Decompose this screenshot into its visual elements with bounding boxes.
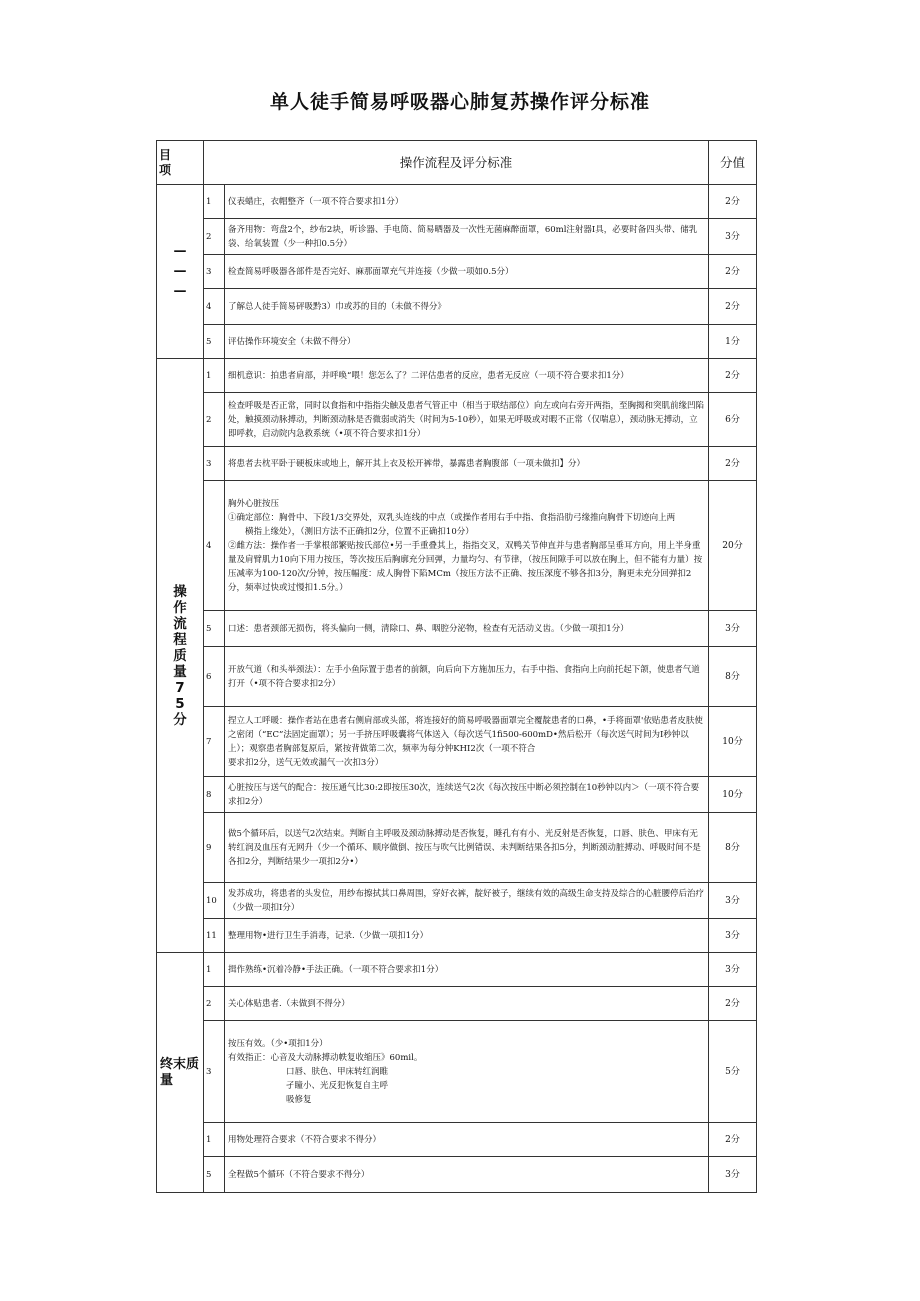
item-number: 8 (204, 777, 225, 813)
section3-row (157, 1021, 757, 1123)
item-number: 3 (204, 447, 225, 481)
item-number: 1 (204, 185, 225, 219)
score-value: 2分 (709, 289, 757, 325)
header-row (157, 141, 757, 185)
section2-row (157, 611, 757, 647)
item-number: 5 (204, 611, 225, 647)
score-value: 20分 (709, 481, 757, 611)
section2-row (157, 813, 757, 883)
page-title: 单人徒手简易呼吸器心肺复苏操作评分标准 (269, 91, 650, 113)
header-score: 分值 (709, 141, 757, 185)
criteria-text: 仪表蜡庄，衣帽整齐（一项不符合要求扣1分） (225, 185, 709, 219)
item-number: 4 (204, 289, 225, 325)
section2-row (157, 919, 757, 953)
criteria-text: 全程做5个循环（不符合要求不得分） (225, 1157, 709, 1193)
section2-row (157, 359, 757, 393)
criteria-text: 将患者去枕平卧于硬板床或地上，解开其上衣及松开裤带，暴露患者胸腹部（一项未做扣】分） (225, 447, 709, 481)
criteria-text: 捏立人工呼暖：操作者站在患者右侧肩部或头部，将连接好的简易呼吸器面罩完全覆靛患者的口鼻，•手将面罩'依贴患者皮肤使之密闭（“EC”法固定面罩）；另一手挤压呼吸囊将气体送入（每次送气1fi500-600mD•然后松开（每次送气时间为I秒钟以上）；观察患者胸部复原后，紧按背做第二次，频率为每分钟KHI2次（一项不符合 要求扣2分，送气无效或漏气一次扣3分） (225, 707, 709, 777)
section3-label: 终末质量 (157, 953, 204, 1193)
criteria-text: 胸外心脏按压 ①确定部位：胸骨中、下段1/3交界处，双乳头连线的中点（或操作者用右手中指、食指沿肋弓缘推向胸骨下切迹向上两 横指上缘处），（测旧方法不正确扣2分，位置不正确扣10分） ②雌方法：操作者一手掌根部繁贴按氏部位•另一手重叠其上，指指交叉，双鸭关节伸直并与患者胸部呈垂耳方向，用上半身重量及肩臂肌力10向下用力按压，等次按压后胸廓充分回弹，力量均匀、有节律，（按压间隙手可以放在胸上，但不能有力量）按压减率为100-120次/分钟，按压幅度：成人胸骨下陷MCm（按压方法不正确、按压深度不够各扣3分，胸更未充分回弹扣2分，频率过快或过慢扣1.5分。） (225, 481, 709, 611)
item-number: 2 (204, 219, 225, 255)
criteria-text: 开放气道（和头举颈法）：左手小鱼际置于患者的前额，向后向下方施加压力，右手中指、食指向上向前托起下颌，使患者气道打开（•项不符合要求扣2分） (225, 647, 709, 707)
score-value: 10分 (709, 777, 757, 813)
criteria-text: 整理用物•进行卫生手消毒，记录.（少做一项扣1分） (225, 919, 709, 953)
item-number: 2 (204, 987, 225, 1021)
criteria-text: 做5个循环后，以送气2次结束。判断自主呼吸及颈动脉搏动是否恢复，睡孔有有小、光反射是否恢复，口唇、肤色、甲床有无转红润及血压有无网升（少一个循环、顺序做倒、按压与吹气比例错误、未判断结果各扣5分，判断颈动脏搏动、呼吸时间不是各扣2分，判断结果少一项扣2分•） (225, 813, 709, 883)
criteria-text: 备齐用物：弯盘2个，纱布2块，听诊器、手电筒、简易晒器及一次性无菌麻醉面罩，60ml注射器I具，必要时备四头带、储乳袋、给氧装置（少一种扣0.5分） (225, 219, 709, 255)
section1-row (157, 255, 757, 289)
section3-row (157, 987, 757, 1021)
section3-row (157, 953, 757, 987)
score-value: 2分 (709, 1123, 757, 1157)
section1-label: — — — (157, 185, 204, 359)
section2-row (157, 447, 757, 481)
item-number: 1 (204, 359, 225, 393)
item-number: 5 (204, 325, 225, 359)
score-value: 5分 (709, 1021, 757, 1123)
criteria-text: 了解总人徒手简易砰吸黔3）巾或苏的目的（未做不得分》 (225, 289, 709, 325)
criteria-text: 检查简易呼吸器各部件是否完好、麻那面罩充气并连接（少做一项如0.5分） (225, 255, 709, 289)
item-number: 10 (204, 883, 225, 919)
criteria-text: 按压有效。（少•项扣1分） 有效指正：心音及大动脉搏动帙复收缩压》60mil。 口唇、肤色、甲床转红润睢 孑瞳小、光反犯恢复自主呼 吸修复 (225, 1021, 709, 1123)
score-value: 8分 (709, 647, 757, 707)
score-value: 3分 (709, 919, 757, 953)
score-value: 3分 (709, 611, 757, 647)
item-number: 3 (204, 255, 225, 289)
score-value: 3分 (709, 953, 757, 987)
criteria-text: 发苏成功，将患者的头发位，用纱布擦拭其口鼻周围，穿好衣裤，靛好被子，继续有效的高级生命支持及综合的心脏腰停后治疗（少做一项扣I分） (225, 883, 709, 919)
item-number: 9 (204, 813, 225, 883)
item-number: 1 (204, 1123, 225, 1157)
item-number: 4 (204, 481, 225, 611)
item-number: 2 (204, 393, 225, 447)
item-number: 5 (204, 1157, 225, 1193)
score-value: 3分 (709, 883, 757, 919)
section2-row (157, 393, 757, 447)
score-value: 8分 (709, 813, 757, 883)
criteria-text: 检查呼吸是否正常，同时以食指和中指指尖触及患者气管正中（相当于联结部位）向左或向右旁开两指，至胸揭和突肌前缘凹陷处，触摸颈动脉搏动，判断颈动脉是否微弱或消失（时间为5-10秒），如果无呼吸或对暇不正常（仅喘息），颈动脉无搏动，立即呼救，启动院内急救系统（•项不符合要求扣1分） (225, 393, 709, 447)
score-value: 3分 (709, 1157, 757, 1193)
section1-row (157, 325, 757, 359)
score-value: 2分 (709, 255, 757, 289)
score-value: 2分 (709, 447, 757, 481)
section1-row (157, 289, 757, 325)
section2-row (157, 707, 757, 777)
score-value: 10分 (709, 707, 757, 777)
section2-row (157, 883, 757, 919)
criteria-text: 评估操作环境安全（未做不得分） (225, 325, 709, 359)
criteria-text: 揖作熟练•沉着冷静•手法正确。（一项不符合要求扣1分） (225, 953, 709, 987)
score-value: 6分 (709, 393, 757, 447)
item-number: 1 (204, 953, 225, 987)
item-number: 6 (204, 647, 225, 707)
score-value: 2分 (709, 359, 757, 393)
section2-row (157, 777, 757, 813)
section3-row (157, 1123, 757, 1157)
scoring-table (156, 140, 757, 1193)
criteria-text: 口述：患者颈部无损伤，将头偏向一侧，清除口、鼻、咽腔分泌物，检查有无活动义齿。（少做一项扣1分） (225, 611, 709, 647)
criteria-text: 细机意识：拍患者肩部，并呼唤“喂！您怎么了？二评估患者的反应，患者无反应（一项不符合要求扣1分） (225, 359, 709, 393)
section1-row (157, 219, 757, 255)
criteria-text: 心脏按压与送气的配合：按压通气比30:2即按压30次，连续送气2次《每次按压中断必须控制在10秒钟以内＞（一项不符合要求扣2分） (225, 777, 709, 813)
header-process: 操作流程及评分标准 (204, 141, 709, 185)
criteria-text: 关心体贴患者.（未做到不得分） (225, 987, 709, 1021)
score-value: 2分 (709, 987, 757, 1021)
section1-row (157, 185, 757, 219)
section3-row (157, 1157, 757, 1193)
header-item: 目 项 (157, 141, 204, 185)
section2-row (157, 481, 757, 611)
score-value: 2分 (709, 185, 757, 219)
item-number: 3 (204, 1021, 225, 1123)
item-number: 11 (204, 919, 225, 953)
score-value: 1分 (709, 325, 757, 359)
score-value: 3分 (709, 219, 757, 255)
section2-row (157, 647, 757, 707)
criteria-text: 用物处理符合要求（不符合要求不得分） (225, 1123, 709, 1157)
item-number: 7 (204, 707, 225, 777)
section2-label: 操 作 流 程 质 量 7 5 分 (157, 359, 204, 953)
